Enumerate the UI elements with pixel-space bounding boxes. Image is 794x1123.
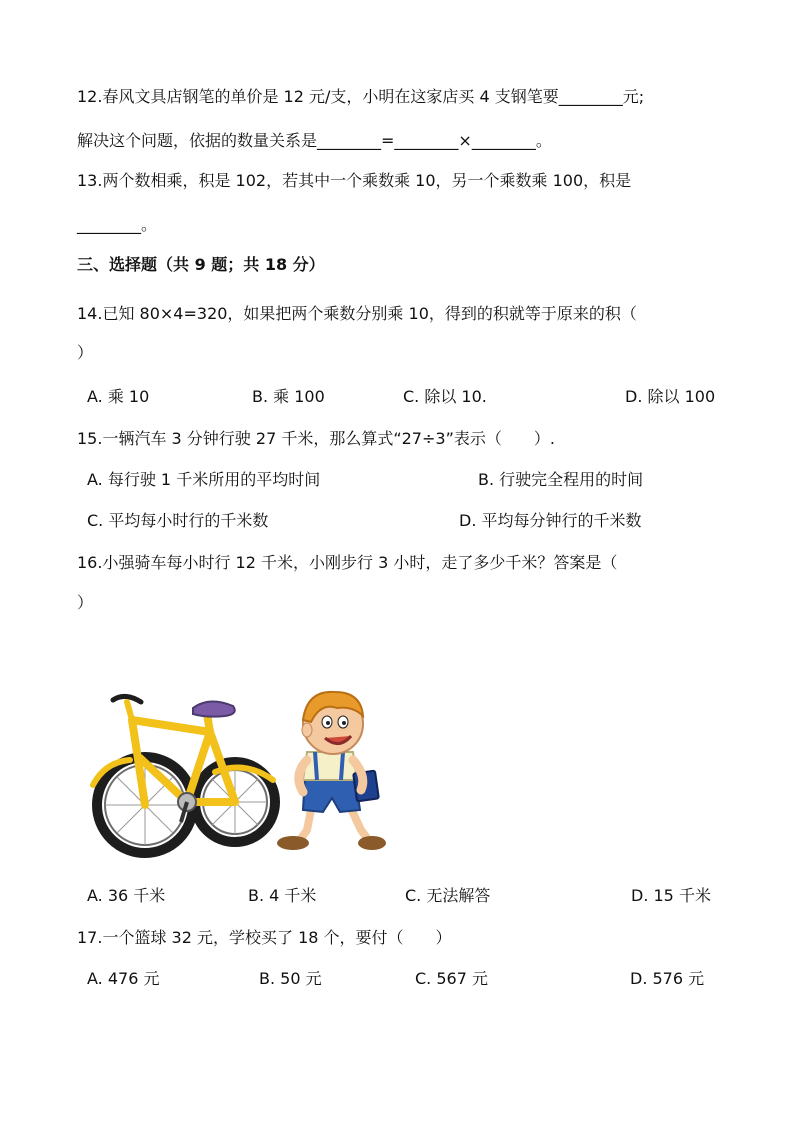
question-12-line-1: 12.春风文具店钢笔的单价是 12 元/支，小明在这家店买 4 支钢笔要________元; bbox=[77, 87, 645, 106]
question-15-option-b[interactable]: B. 行驶完全程用的时间 bbox=[478, 470, 644, 489]
question-14-line-1: 14.已知 80×4=320，如果把两个乘数分别乘 10，得到的积就等于原来的积（ bbox=[77, 304, 637, 323]
question-15-option-d[interactable]: D. 平均每分钟行的千米数 bbox=[459, 511, 642, 530]
section-3-title: 三、选择题（共 9 题；共 18 分） bbox=[77, 255, 325, 274]
question-13-line-2: ________。 bbox=[77, 215, 158, 234]
question-16-line-1: 16.小强骑车每小时行 12 千米，小刚步行 3 小时，走了多少千米？答案是（ bbox=[77, 553, 618, 572]
question-17-option-a[interactable]: A. 476 元 bbox=[87, 969, 160, 988]
question-16-illustration bbox=[85, 680, 415, 865]
question-16-option-c[interactable]: C. 无法解答 bbox=[405, 886, 491, 905]
boy-with-book-icon bbox=[277, 692, 386, 850]
question-17-option-d[interactable]: D. 576 元 bbox=[630, 969, 705, 988]
question-17-option-c[interactable]: C. 567 元 bbox=[415, 969, 488, 988]
question-13-line-1: 13.两个数相乘，积是 102，若其中一个乘数乘 10，另一个乘数乘 100，积是 bbox=[77, 171, 632, 190]
question-15-option-c[interactable]: C. 平均每小时行的千米数 bbox=[87, 511, 269, 530]
question-14-option-b[interactable]: B. 乘 100 bbox=[252, 387, 325, 406]
question-14-option-a[interactable]: A. 乘 10 bbox=[87, 387, 150, 406]
question-14-option-d[interactable]: D. 除以 100 bbox=[625, 387, 716, 406]
question-16-option-d[interactable]: D. 15 千米 bbox=[631, 886, 711, 905]
question-14-line-2: ） bbox=[77, 343, 94, 362]
question-17-option-b[interactable]: B. 50 元 bbox=[259, 969, 322, 988]
question-14-option-c[interactable]: C. 除以 10. bbox=[403, 387, 487, 406]
question-16-option-b[interactable]: B. 4 千米 bbox=[248, 886, 317, 905]
bicycle-icon bbox=[93, 696, 275, 853]
question-16-line-2: ） bbox=[77, 593, 94, 612]
question-15-line-1: 15.一辆汽车 3 分钟行驶 27 千米，那么算式“27÷3”表示（ ）. bbox=[77, 429, 555, 448]
question-12-line-2: 解决这个问题，依据的数量关系是________=________×________。 bbox=[77, 131, 552, 150]
question-17-line-1: 17.一个篮球 32 元，学校买了 18 个，要付（ ） bbox=[77, 928, 452, 947]
question-15-option-a[interactable]: A. 每行驶 1 千米所用的平均时间 bbox=[87, 470, 321, 489]
question-16-option-a[interactable]: A. 36 千米 bbox=[87, 886, 166, 905]
